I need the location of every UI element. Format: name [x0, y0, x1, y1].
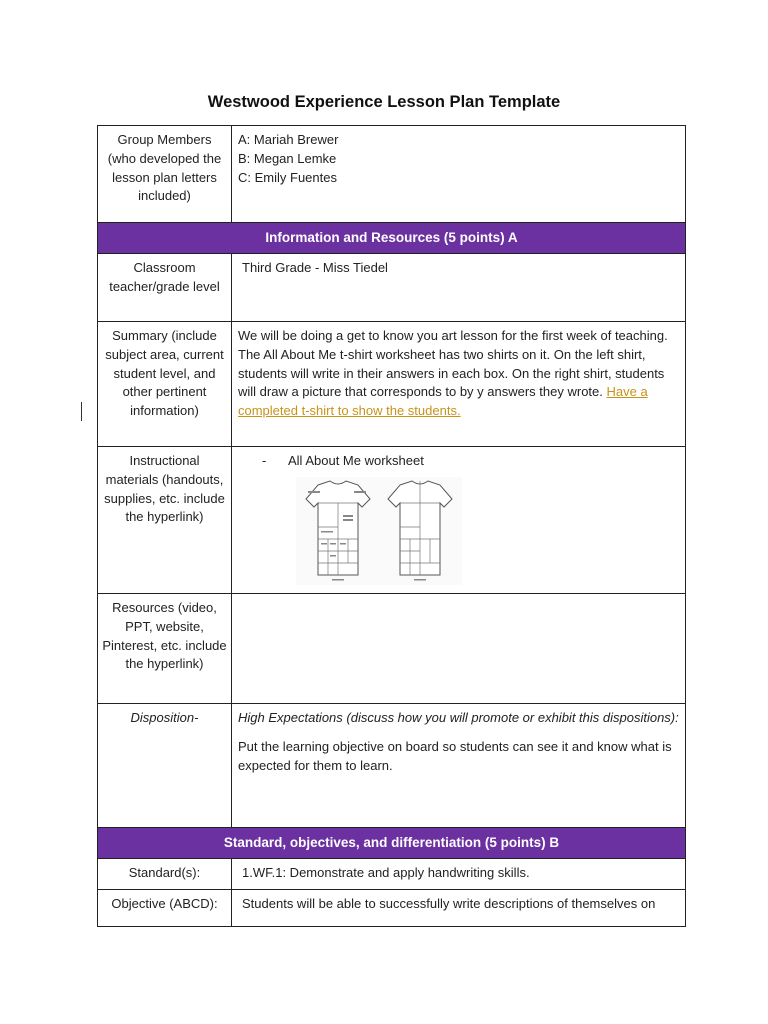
disposition-value: [232, 704, 686, 828]
objective-label: Objective (ABCD):: [98, 890, 232, 927]
section-header-b: [98, 828, 686, 859]
tshirt-worksheet-drawing: [296, 477, 462, 585]
table-row: [98, 859, 686, 890]
page-title: Westwood Experience Lesson Plan Template: [207, 93, 561, 111]
table-row: [98, 322, 686, 447]
resources-label: Resources (video, PPT, website, Pinterest, etc. include the hyperlink): [98, 594, 232, 704]
disposition-text: Put the learning objective on board so students can see it and know what is expected for them to learn.: [238, 738, 672, 773]
disposition-label: Disposition-: [98, 704, 232, 828]
table-row: [98, 704, 686, 828]
materials-value: [232, 447, 686, 594]
summary-label: Summary (include subject area, current student level, and other pertinent information): [98, 322, 232, 447]
summary-text: We will be doing a get to know you art lesson for the first week of teaching. The All About Me t-shirt worksheet has two shirts on it. On the left shirt, students will write in their answers in each box. On the right shirt, students will draw a picture that corresponds to by y answers they wrote.: [238, 328, 668, 400]
text-cursor: [81, 402, 82, 421]
table-row: [98, 594, 686, 704]
lesson-plan-table: [97, 125, 686, 927]
materials-item-text: All About Me worksheet: [288, 453, 424, 468]
member-a: A: Mariah Brewer: [238, 132, 339, 147]
section-b-title: Standard, objectives, and differentiation (5 points) B: [98, 828, 686, 859]
objective-text: Students will be able to successfully write descriptions of themselves on: [242, 896, 656, 911]
table-row: [98, 126, 686, 223]
classroom-text: Third Grade - Miss Tiedel: [242, 260, 388, 275]
standard-label: Standard(s):: [98, 859, 232, 890]
standard-text: 1.WF.1: Demonstrate and apply handwriting skills.: [242, 865, 530, 880]
group-members-label: Group Members (who developed the lesson plan letters included): [98, 126, 232, 223]
summary-value: [232, 322, 686, 447]
classroom-label: Classroom teacher/grade level: [98, 254, 232, 322]
table-row: [98, 890, 686, 927]
summary-link[interactable]: Have a completed t-shirt to show the students.: [238, 384, 648, 419]
bullet-dash: -: [262, 453, 267, 468]
member-b: B: Megan Lemke: [238, 150, 337, 166]
materials-label: Instructional materials (handouts, supplies, etc. include the hyperlink): [98, 447, 232, 594]
classroom-value: [232, 254, 686, 322]
table-row: [98, 447, 686, 594]
member-c: C: Emily Fuentes: [238, 169, 337, 185]
resources-value: [232, 594, 686, 704]
table-row: [98, 254, 686, 322]
tshirt-worksheet-icon: [296, 477, 462, 585]
section-a-title: Information and Resources (5 points) A: [98, 223, 686, 254]
disposition-heading: High Expectations (discuss how you will promote or exhibit this dispositions):: [238, 710, 679, 725]
section-header-a: [98, 223, 686, 254]
standard-value: [232, 859, 686, 890]
objective-value: [232, 890, 686, 927]
group-members-value: [232, 126, 686, 223]
materials-list-item: [238, 452, 679, 471]
